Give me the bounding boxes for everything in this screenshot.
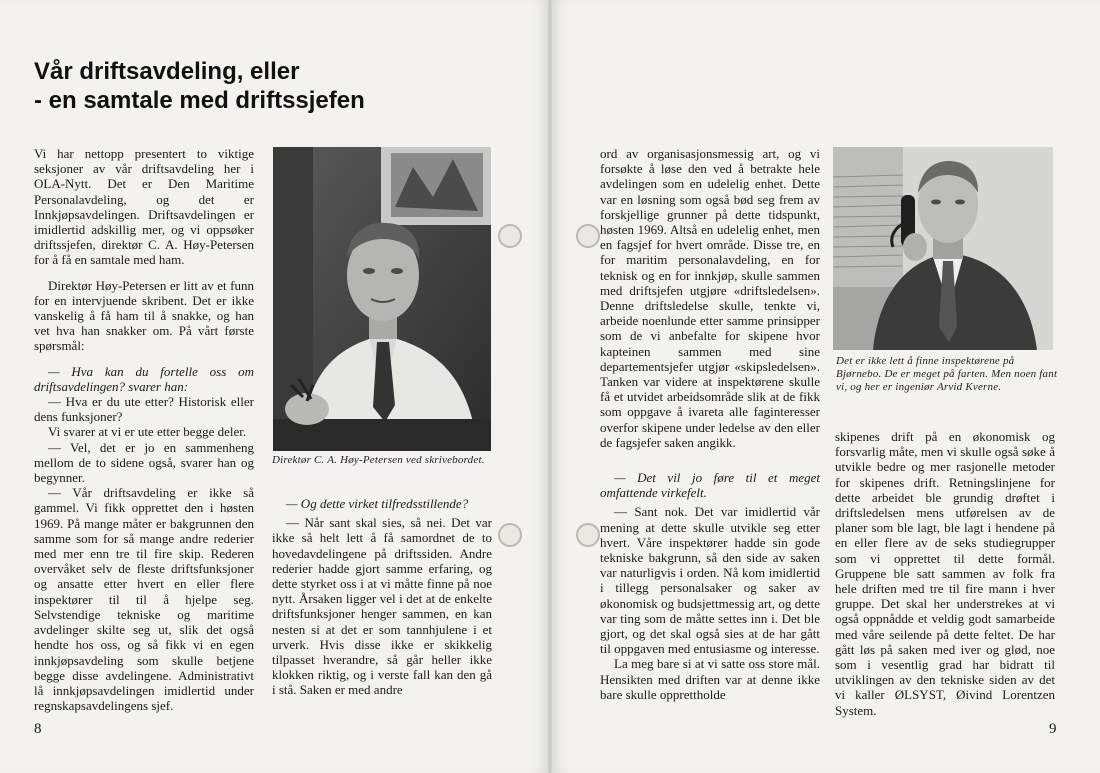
column-2 (272, 496, 492, 708)
paragraph: — Vår driftsavdeling er ikke så gammel. Vi fikk opprettet den i høsten 1969. På mange måter er bakgrunnen den samme som for så mange andre rederier med mer enn tre til fire skip. Rederen overvåket selv de fleste driftsfunksjoner og ansatte etter hvert en eller flere inspektører til til å hjelpe seg. Selvstendige tekniske og maritime avdelinger skilte seg ut, slik det også hendte hos oss, og så fikk vi en egen innkjøpsavdeling som skulle betjene begge disse avdelingene. Administrativt lå innkjøpsavdelingen imidlertid under regnskapsavdelingens sjef. (34, 485, 254, 714)
paragraph: La meg bare si at vi satte oss store mål. Hensikten med driften var at denne ikke bare skulle opprettholde (600, 656, 820, 702)
punch-hole-left-bottom (498, 523, 522, 547)
punch-hole-right-top (576, 224, 600, 248)
paragraph: — Hva er du ute etter? Historisk eller dens funksjoner? (34, 394, 254, 425)
photo-caption-1: Direktør C. A. Høy-Petersen ved skrivebordet. (272, 454, 485, 466)
page-number-right: 9 (1049, 721, 1057, 737)
portrait-illustration (273, 147, 491, 451)
title-line-2: - en samtale med driftssjefen (34, 87, 365, 114)
photo-caption-2: Det er ikke lett å finne inspektørene på Bjørnebo. De er meget på farten. Men noen fant vi, og her er ingeniør Arvid Kverne. (836, 355, 1058, 393)
paragraph: — Sant nok. Det var imidlertid vår mening at dette skulle utvikle seg etter hvert. Våre inspektører hadde sin gode tekniske bakgrunn, så den side av saken var naturligvis i orden. Nå kom imidlertid i tillegg personalsaker og saker av økonomisk og budsjettmessig art, og dette var ting som de måtte settes inn i. Det ble gjort, og det skal også sies at de har gått til oppgaven med entusiasme og interesse. (600, 504, 820, 657)
title-line-1: Vår driftsavdeling, eller (34, 58, 300, 85)
paragraph: Vi har nettopp presentert to viktige seksjoner av vår driftsavdeling her i OLA-Nytt. Det er Den Maritime Personalavdeling, og det er Innkjøpsavdelingen. Driftsavdelingen er imidlertid adskillig mer, og vi oppsøker driftssjefen, direktør C. A. Høy-Petersen for å få en samtale med ham. (34, 146, 254, 268)
column-4 (835, 429, 1055, 728)
inspector-illustration (833, 147, 1053, 350)
page-gutter (548, 0, 552, 773)
paragraph: Direktør Høy-Petersen er litt av et funn for en intervjuende skribent. Det er ikke vanskelig å få ham til å snakke, og han vet hva han snakker om. På vårt første spørsmål: (34, 277, 254, 354)
inspector-photo (833, 147, 1053, 350)
question: — Og dette virket tilfredsstillende? (286, 496, 469, 511)
paragraph: — Vel, det er jo en sammenheng mellom de to sidene også, svarer han og begynner. (34, 439, 254, 486)
question: — Det vil jo føre til et meget omfattende virkefelt. (600, 470, 820, 501)
paragraph: — Når sant skal sies, så nei. Det var ikke så helt lett å få samordnet de to hovedavdelingene på driftssiden. Andre rederier hadde gjort samme erfaring, og dette styrket oss i at vi måtte finne på noe nytt. Årsaken ligger vel i det at de enkelte driftsfunksjoner henger sammen, en kan nesten si at det er som tannhjulene i et urverk. Hvis disse ikke er skikkelig tilpasset hverandre, så går heller ikke klokken riktig, og i verste fall kan den gå i stå. Saken er med andre (272, 515, 492, 698)
paragraph: ord av organisasjonsmessig art, og vi forsøkte å løse den ved å betrakte hele avdelingen som en udelelig enhet. Dette var en løsning som også bød seg frem av forskjellige grunner på dette tidspunkt, høsten 1969. Altså en udelelig enhet, men en fagsjef for hvert område. Disse tre, en for maritim personalavdeling, en for teknisk og en for innkjøp, skulle sammen med driftsjefen utgjøre «driftsledelsen». Denne driftsledelse skulle, tenkte vi, arbeide noenlunde etter samme prinsipper som de vi anbefalte for skipene hvor kapteinen sammen med sine departementsjefer utgjør «skipsledelsen». Tanken var videre at inspektørene skulle få et utvidet arbeidsområde slik at de fikk som oppgave å ivareta alle faginteresser overfor skipene under ledelse av den eller de fagsjefer saken angikk. (600, 146, 820, 450)
article-title (34, 57, 365, 115)
page-number-left: 8 (34, 721, 42, 737)
punch-hole-right-bottom (576, 523, 600, 547)
paragraph: skipenes drift på en økonomisk og forsvarlig måte, men vi skulle også søke å utvikle bedre og mer rasjonelle metoder for skipenes drift. Retningslinjene for dette arbeidet ble grundig drøftet i driftsledelsen mens utførelsen av de planer som ble lagt, ble lagt i hendene på en eller flere av de seks studiegrupper som vi opprettet til dette formål. Gruppene ble satt sammen av folk fra hele driften med tre til fire mann i hver gruppe. Det skal her understrekes at vi også oppnådde et veldig godt samarbeide med våre seilende på dette feltet. De har gått løs på saken med iver og glød, noe som i vesentlig grad har bidratt til utviklingen av den tekniske siden av det vi kaller ØLSYST, Øivind Lorentzen System. (835, 429, 1055, 718)
portrait-photo (273, 147, 491, 451)
punch-hole-left-top (498, 224, 522, 248)
column-1 (34, 146, 254, 723)
paragraph: Vi svarer at vi er ute etter begge deler. (48, 424, 247, 440)
column-3 (600, 146, 820, 460)
column-3-continued (600, 470, 820, 712)
question: — Hva kan du fortelle oss om driftsavdelingen? svarer han: (34, 363, 254, 394)
